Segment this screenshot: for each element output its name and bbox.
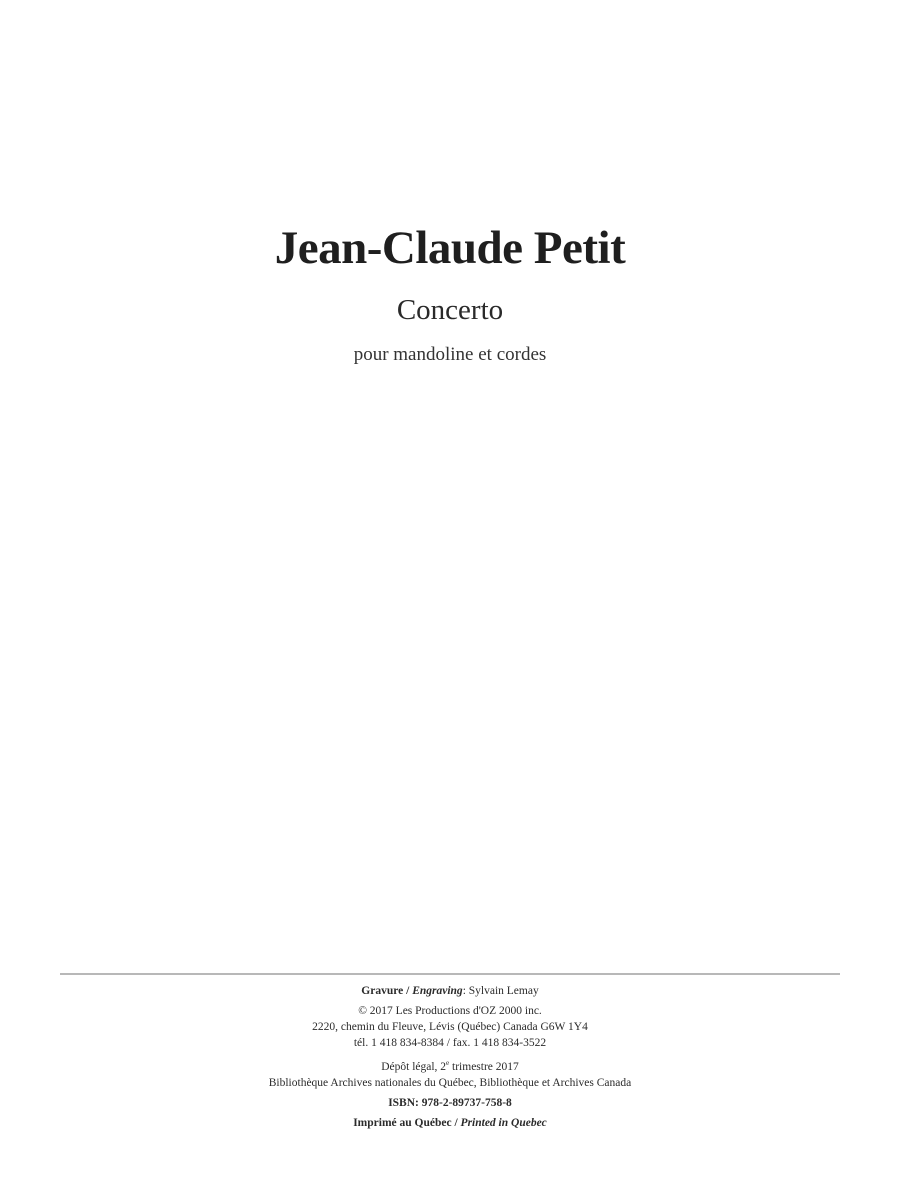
work-title: Concerto (396, 294, 504, 326)
legal-deposit-superscript: e (446, 1059, 450, 1067)
copyright-line: © 2017 Les Productions d'OZ 2000 inc. (358, 1005, 542, 1017)
engraving-label-en: Engraving (412, 985, 463, 997)
engraving-separator: / (403, 985, 413, 997)
instrumentation: pour mandoline et cordes (353, 344, 547, 365)
legal-deposit-prefix: Dépôt légal, 2 (381, 1060, 447, 1073)
engraving-label-fr: Gravure (361, 985, 404, 997)
engraving-credit (0, 983, 900, 999)
engraver-name: : Sylvain Lemay (462, 985, 539, 997)
isbn: ISBN: 978-2-89737-758-8 (388, 1096, 512, 1109)
colophon (0, 983, 900, 1131)
printed-en: Printed in Quebec (460, 1116, 547, 1129)
printed-in (0, 1115, 900, 1131)
divider-rule (60, 973, 840, 975)
libraries-line: Bibliothèque Archives nationales du Québec, Bibliothèque et Archives Canada (268, 1076, 632, 1089)
publisher-phone: tél. 1 418 834-8384 / fax. 1 418 834-3522 (353, 1037, 547, 1049)
printed-fr: Imprimé au Québec (353, 1116, 452, 1129)
composer-name: Jean-Claude Petit (274, 222, 626, 274)
printed-separator: / (451, 1116, 461, 1129)
publisher-address: 2220, chemin du Fleuve, Lévis (Québec) Canada G6W 1Y4 (312, 1021, 588, 1033)
legal-deposit-suffix: trimestre 2017 (449, 1060, 519, 1073)
legal-deposit (0, 1055, 900, 1075)
